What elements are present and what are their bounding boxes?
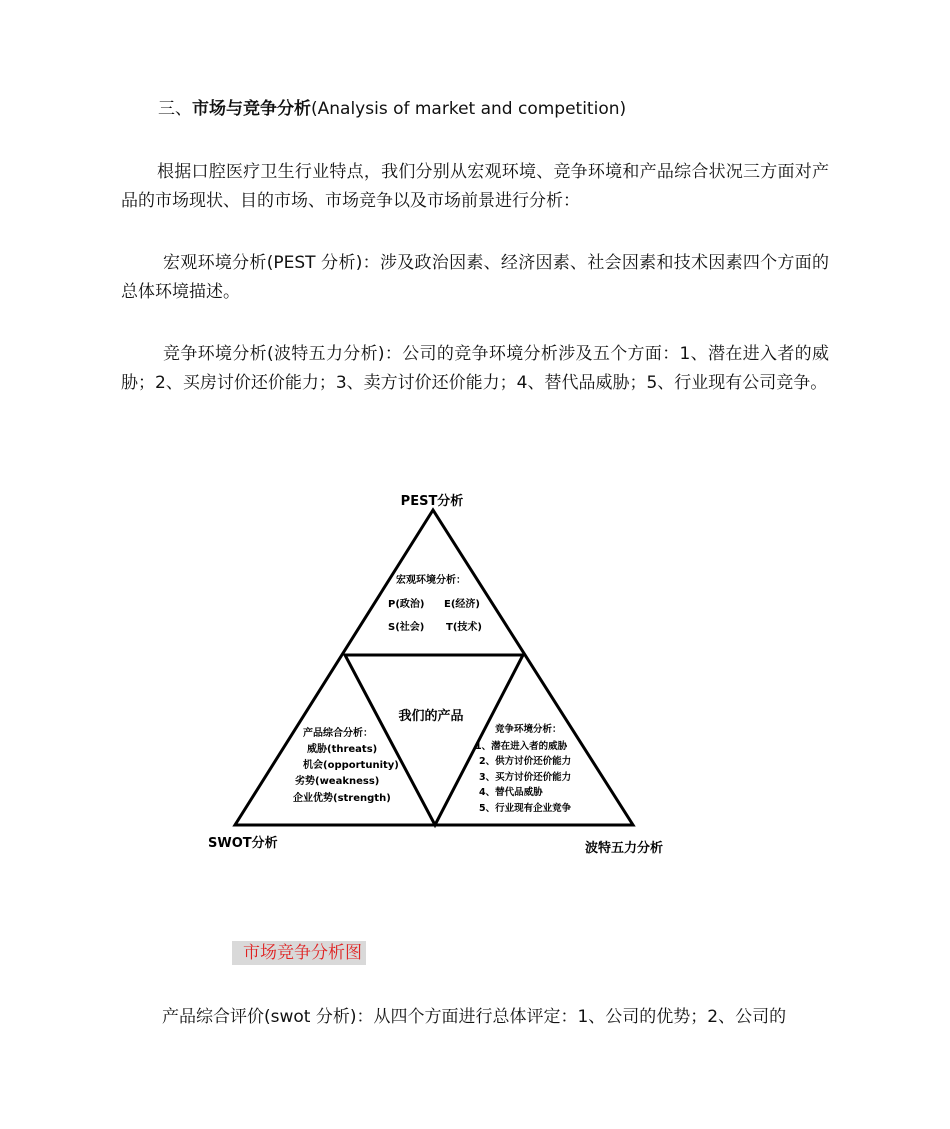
- top-block-t: T(技术): [446, 622, 482, 633]
- right-block-item: 1、潜在进入者的威胁: [475, 741, 568, 752]
- left-block-title: 产品综合分析：: [303, 728, 373, 739]
- figure-caption: 市场竞争分析图: [232, 941, 366, 965]
- corner-label-top: PEST分析: [400, 494, 464, 509]
- corner-label-right: 波特五力分析: [585, 841, 664, 856]
- section-title: 市场与竞争分析: [192, 99, 311, 119]
- market-analysis-diagram: [195, 480, 695, 870]
- corner-label-left: SWOT分析: [208, 836, 278, 851]
- section-heading: [158, 96, 626, 122]
- right-block-title: 竞争环境分析：: [495, 724, 562, 735]
- top-block-e: E(经济): [444, 599, 480, 610]
- left-block-item: 劣势(weakness): [295, 776, 380, 787]
- left-block-item: 机会(opportunity): [303, 760, 399, 771]
- porter-paragraph: 竞争环境分析(波特五力分析)：公司的竞争环境分析涉及五个方面：1、潜在进入者的威胁；2、买房讨价还价能力；3、卖方讨价还价能力；4、替代品威胁；5、行业现有公司竞争。: [121, 344, 829, 393]
- top-block-p: P(政治): [388, 599, 425, 610]
- swot-paragraph: 产品综合评价(swot 分析)：从四个方面进行总体评定：1、公司的优势；2、公司的: [162, 1007, 787, 1027]
- left-block-item: 威胁(threats): [307, 744, 378, 755]
- intro-paragraph: 根据口腔医疗卫生行业特点，我们分别从宏观环境、竞争环境和产品综合状况三方面对产品的市场现状、目的市场、市场竞争以及市场前景进行分析：: [121, 162, 829, 211]
- pest-paragraph: 宏观环境分析(PEST 分析)：涉及政治因素、经济因素、社会因素和技术因素四个方面的总体环境描述。: [121, 253, 829, 302]
- left-block-item: 企业优势(strength): [293, 793, 391, 804]
- center-label: 我们的产品: [398, 709, 464, 724]
- section-title-english: (Analysis of market and competition): [311, 99, 627, 119]
- section-number: 三、: [158, 99, 192, 119]
- right-block-item: 2、供方讨价还价能力: [479, 756, 572, 767]
- right-block-item: 4、替代品威胁: [479, 787, 543, 798]
- top-block-title: 宏观环境分析：: [396, 575, 466, 586]
- right-block-item: 5、行业现有企业竞争: [479, 803, 572, 814]
- right-block-item: 3、买方讨价还价能力: [479, 772, 572, 783]
- top-block-s: S(社会): [388, 622, 425, 633]
